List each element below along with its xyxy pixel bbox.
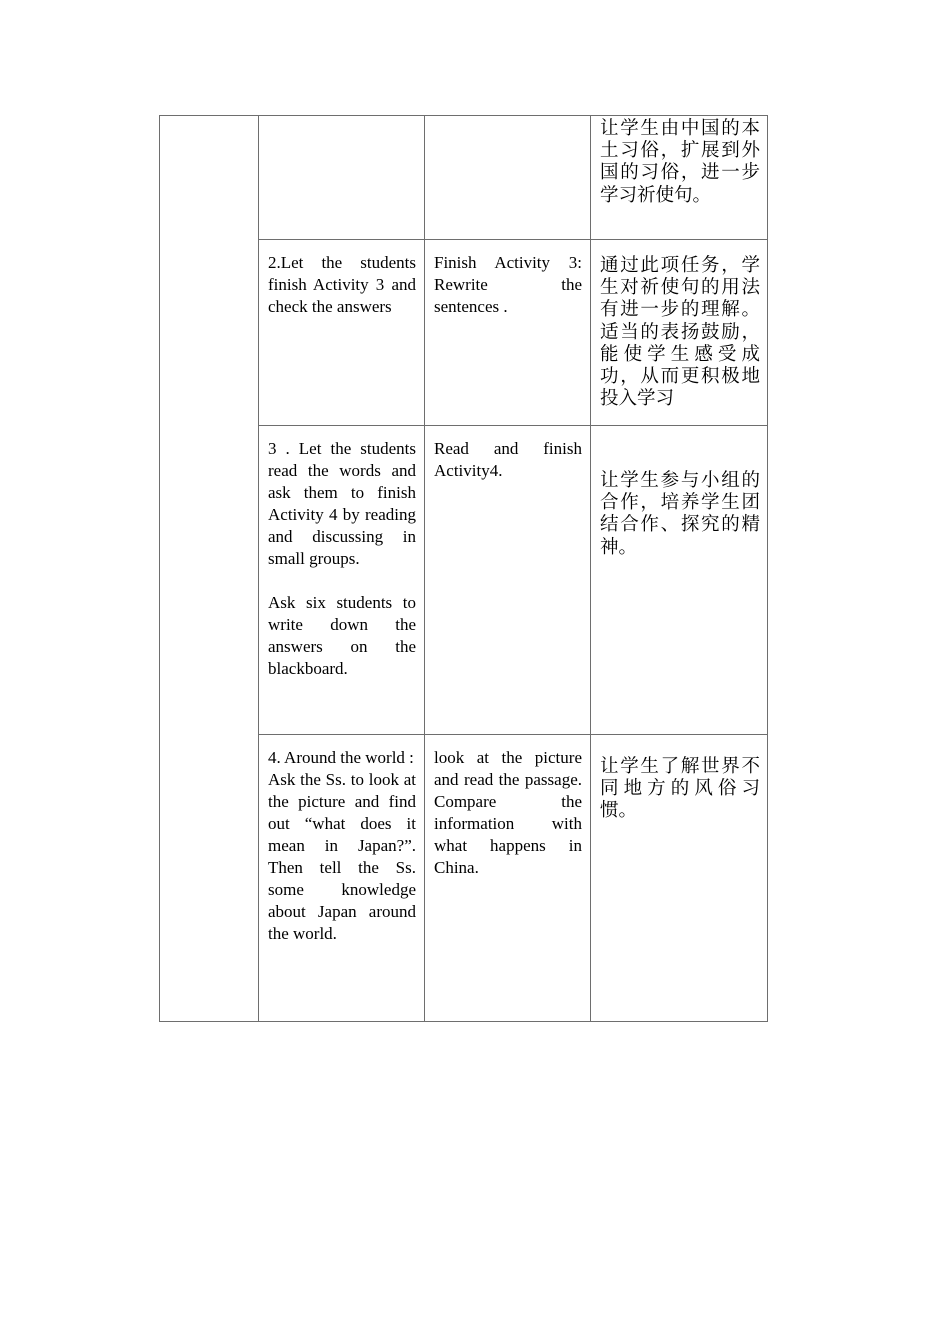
purpose-text: 让学生由中国的本土习俗，扩展到外国的习俗，进一步学习祈使句。	[600, 118, 760, 206]
teacher-activity-cell	[259, 240, 425, 426]
table-row	[160, 116, 768, 240]
student-activity-cell	[425, 116, 591, 240]
purpose-text: 让学生了解世界不同地方的风俗习惯。	[600, 756, 760, 822]
student-activity-text: Finish Activity 3: Rewrite the sentences .	[434, 253, 582, 316]
student-activity-cell	[425, 426, 591, 735]
teacher-activity-note: Ask six students to write down the answers on the blackboard.	[268, 593, 416, 678]
student-activity-text: Read and finish Activity4.	[434, 439, 582, 480]
purpose-cell	[591, 240, 768, 426]
student-activity-cell	[425, 240, 591, 426]
student-activity-cell	[425, 735, 591, 1022]
teacher-activity-text: 3 . Let the students read the words and ask them to finish Activity 4 by reading and discussing in small groups.	[268, 439, 416, 568]
teacher-activity-text: Ask the Ss. to look at the picture and find out “what does it mean in Japan?”. Then tell the Ss. some knowledge about Japan around the world.	[268, 770, 416, 943]
stage-cell	[160, 116, 259, 1022]
teacher-activity-cell	[259, 116, 425, 240]
purpose-text: 让学生参与小组的合作，培养学生团结合作、探究的精神。	[600, 470, 760, 558]
purpose-cell	[591, 426, 768, 735]
purpose-text: 通过此项任务，学生对祈使句的用法有进一步的理解。适当的表扬鼓励，能使学生感受成功，从而更积极地投入学习	[600, 255, 760, 410]
teacher-activity-cell	[259, 735, 425, 1022]
teacher-activity-text: 2.Let the students finish Activity 3 and check the answers	[268, 253, 416, 316]
purpose-cell	[591, 116, 768, 240]
student-activity-text: look at the picture and read the passage. Compare the information with what happens in China.	[434, 748, 582, 877]
teacher-activity-heading: 4. Around the world :	[268, 748, 414, 767]
teacher-activity-cell	[259, 426, 425, 735]
purpose-cell	[591, 735, 768, 1022]
lesson-plan-table	[159, 115, 768, 1022]
paragraph-spacer	[259, 570, 424, 592]
